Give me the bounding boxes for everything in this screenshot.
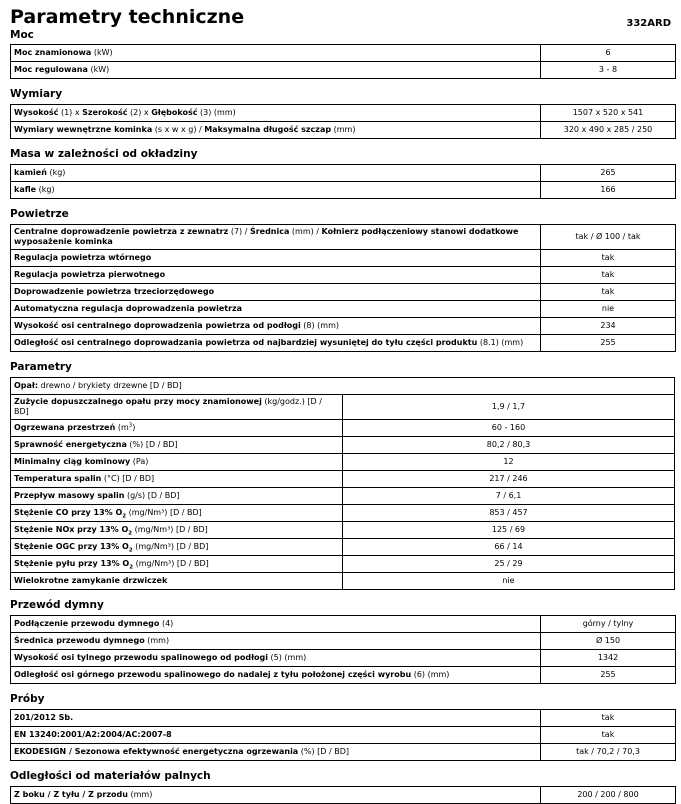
spec-value: tak [541, 267, 676, 284]
spec-value: 25 / 29 [343, 556, 675, 573]
section-title: Próby [10, 693, 45, 705]
spec-label-part: (mm) / [289, 227, 322, 236]
spec-label-part: Temperatura spalin [14, 474, 102, 483]
spec-label [11, 633, 541, 650]
spec-value: 200 / 200 / 800 [541, 787, 676, 804]
spec-label-part: (8.1) (mm) [477, 338, 524, 347]
spec-label-part: (mg/Nm³) [D / BD] [126, 508, 202, 517]
spec-row [11, 318, 676, 335]
spec-row [11, 437, 675, 454]
section-title: Masa w zależności od okładziny [10, 148, 198, 160]
spec-row [11, 267, 676, 284]
spec-label-part: Maksymalna długość szczap [204, 125, 332, 134]
spec-row [11, 250, 676, 267]
spec-label-part: Przepływ masowy spalin [14, 491, 125, 500]
spec-label-part: Minimalny ciąg kominowy [14, 457, 131, 466]
spec-label [11, 420, 343, 437]
spec-label-part: Ogrzewana przestrzeń [14, 423, 116, 432]
spec-label-part: kamień [14, 168, 47, 177]
spec-row [11, 301, 676, 318]
spec-label-part: 3 [128, 422, 133, 429]
spec-value: 12 [343, 454, 675, 471]
spec-row [11, 454, 675, 471]
spec-value: 265 [541, 165, 676, 182]
spec-row [11, 182, 676, 199]
spec-label [11, 573, 343, 590]
spec-row [11, 539, 675, 556]
spec-label-part: (4) [159, 619, 174, 628]
spec-label [11, 471, 343, 488]
spec-label-part: Szerokość [82, 108, 128, 117]
spec-label-part: (7) / [228, 227, 250, 236]
spec-label-part: Regulacja powietrza wtórnego [14, 253, 152, 262]
spec-label-part: (8) (mm) [300, 321, 340, 330]
spec-value: 1342 [541, 650, 676, 667]
spec-label-part: Głębokość [151, 108, 198, 117]
spec-value: 7 / 6,1 [343, 488, 675, 505]
section-title: Moc [10, 29, 34, 41]
spec-label [11, 650, 541, 667]
spec-label-part: (%) [D / BD] [298, 747, 349, 756]
spec-label-part: Moc znamionowa [14, 48, 92, 57]
spec-row [11, 616, 676, 633]
spec-value: 125 / 69 [343, 522, 675, 539]
spec-label-part: 2 [128, 547, 133, 554]
spec-label-part: Wysokość osi centralnego doprowadzenia powietrza od podłogi [14, 321, 301, 330]
spec-label-part: Odległość osi górnego przewodu spalinowego do nadalej z tyłu położonej części wyrobu [14, 670, 412, 679]
spec-row [11, 471, 675, 488]
spec-value: 234 [541, 318, 676, 335]
spec-row [11, 378, 675, 395]
spec-label [11, 105, 541, 122]
spec-label-part: Średnica przewodu dymnego [14, 636, 145, 645]
spec-row [11, 556, 675, 573]
spec-row [11, 225, 676, 250]
spec-value: 166 [541, 182, 676, 199]
section-title: Odległości od materiałów palnych [10, 770, 211, 782]
spec-label-part: (s x w x g) / [152, 125, 205, 134]
spec-label [11, 165, 541, 182]
spec-label-part: Odległość osi centralnego doprowadzania powietrza od najbardziej wysuniętej do tyłu części produktu [14, 338, 478, 347]
spec-label [11, 488, 343, 505]
spec-row [11, 335, 676, 352]
spec-label [11, 301, 541, 318]
spec-row [11, 505, 675, 522]
spec-label-part: kafle [14, 185, 37, 194]
spec-label-part: Podłączenie przewodu dymnego [14, 619, 160, 628]
spec-label-part: (mg/Nm³) [D / BD] [133, 559, 209, 568]
spec-label-part: (kg/godz.) [D / BD] [14, 397, 322, 416]
spec-table [10, 615, 676, 684]
spec-value: 255 [541, 667, 676, 684]
spec-label-part: (%) [D / BD] [126, 440, 178, 449]
spec-label [11, 318, 541, 335]
spec-row [11, 420, 675, 437]
spec-label-part: Wysokość [14, 108, 59, 117]
spec-value: 80,2 / 80,3 [343, 437, 675, 454]
spec-label [11, 556, 343, 573]
spec-value: nie [343, 573, 675, 590]
spec-value: 853 / 457 [343, 505, 675, 522]
spec-value: górny / tylny [541, 616, 676, 633]
spec-label [11, 267, 541, 284]
spec-label-part: (mm) [331, 125, 356, 134]
spec-table [10, 224, 676, 352]
spec-value: nie [541, 301, 676, 318]
spec-label-part: Stężenie CO przy 13% O [14, 508, 123, 517]
spec-row [11, 787, 676, 804]
spec-label-part: (kW) [91, 48, 113, 57]
section-title: Powietrze [10, 208, 69, 220]
spec-label-part: (5) (mm) [268, 653, 307, 662]
spec-label-part: Średnica [249, 227, 290, 236]
spec-label [11, 744, 541, 761]
spec-label-part: EN 13240:2001/A2:2004/AC:2007-8 [14, 730, 172, 739]
spec-label-part: Sprawność energetyczna [14, 440, 127, 449]
spec-row [11, 45, 676, 62]
spec-label-part: Wymiary wewnętrzne kominka [14, 125, 153, 134]
spec-label-part: (g/s) [D / BD] [124, 491, 180, 500]
section-title: Przewód dymny [10, 599, 104, 611]
spec-label-part: (°C) [D / BD] [101, 474, 155, 483]
spec-row [11, 727, 676, 744]
spec-label-part: Zużycie dopuszczalnego opału przy mocy znamionowej [14, 397, 262, 406]
spec-label-part: (6) (mm) [411, 670, 450, 679]
spec-sections [10, 44, 675, 804]
spec-label-part: Automatyczna regulacja doprowadzenia powietrza [14, 304, 243, 313]
spec-value: tak [541, 710, 676, 727]
spec-row [11, 744, 676, 761]
spec-label-part: Wielokrotne zamykanie drzwiczek [14, 576, 168, 585]
spec-row [11, 122, 676, 139]
page-title: Parametry techniczne [10, 6, 245, 28]
spec-table [10, 709, 676, 761]
spec-label-part: Moc regulowana [14, 65, 88, 74]
spec-value: 255 [541, 335, 676, 352]
spec-value: 3 - 8 [541, 62, 676, 79]
model-number: 332ARD [626, 18, 671, 29]
spec-label-part: 2 [128, 530, 133, 537]
spec-label-part: (2) x [127, 108, 152, 117]
spec-label [11, 284, 541, 301]
spec-label [11, 225, 541, 250]
spec-row [11, 710, 676, 727]
spec-label-part: 2 [129, 564, 134, 571]
spec-label [11, 727, 541, 744]
spec-row [11, 488, 675, 505]
spec-label [11, 182, 541, 199]
spec-label-part: Doprowadzenie powietrza trzeciorzędowego [14, 287, 215, 296]
spec-label-part: Kołnierz podłączeniowy stanowi dodatkowe wyposażenie kominka [14, 227, 519, 246]
spec-value: 1507 x 520 x 541 [541, 105, 676, 122]
spec-value: tak / 70,2 / 70,3 [541, 744, 676, 761]
spec-label [11, 378, 675, 395]
spec-label-part: Stężenie pyłu przy 13% O [14, 559, 130, 568]
spec-value: 6 [541, 45, 676, 62]
spec-row [11, 284, 676, 301]
spec-label-part: (m [115, 423, 129, 432]
spec-label-part: (mg/Nm³) [D / BD] [132, 542, 209, 551]
spec-value: 320 x 490 x 285 / 250 [541, 122, 676, 139]
section-title: Wymiary [10, 88, 63, 100]
spec-label-part: Centralne doprowadzenie powietrza z zewnatrz [14, 227, 229, 236]
spec-label-part: ) [132, 423, 136, 432]
spec-label [11, 437, 343, 454]
spec-row [11, 165, 676, 182]
spec-table [10, 104, 676, 139]
spec-label [11, 250, 541, 267]
spec-row [11, 633, 676, 650]
spec-label-part: (kg) [46, 168, 66, 177]
spec-label-part: Z boku / Z tyłu / Z przodu [14, 790, 128, 799]
spec-label [11, 505, 343, 522]
spec-label-part: Stężenie OGC przy 13% O [14, 542, 129, 551]
spec-label-part: 201/2012 Sb. [14, 713, 74, 722]
spec-label [11, 710, 541, 727]
spec-label-part: drewno / brykiety drzewne [D / BD] [38, 381, 182, 390]
spec-row [11, 105, 676, 122]
spec-value: Ø 150 [541, 633, 676, 650]
spec-label-part: (3) (mm) [197, 108, 236, 117]
spec-row [11, 62, 676, 79]
spec-label-part: (mm) [127, 790, 153, 799]
spec-label [11, 616, 541, 633]
spec-label-part: (kW) [87, 65, 110, 74]
spec-row [11, 667, 676, 684]
spec-table [10, 44, 676, 79]
spec-value: 217 / 246 [343, 471, 675, 488]
spec-value: 60 - 160 [343, 420, 675, 437]
spec-table [10, 164, 676, 199]
spec-label-part: (kg) [36, 185, 55, 194]
spec-label-part: (1) x [58, 108, 83, 117]
spec-label-part: (mg/Nm³) [D / BD] [132, 525, 208, 534]
spec-value: tak [541, 727, 676, 744]
spec-label [11, 45, 541, 62]
spec-label [11, 522, 343, 539]
spec-row [11, 573, 675, 590]
header [10, 0, 675, 40]
spec-label [11, 395, 343, 420]
spec-value: tak [541, 250, 676, 267]
spec-label [11, 62, 541, 79]
spec-label-part: (mm) [144, 636, 170, 645]
spec-label-part: (Pa) [130, 457, 149, 466]
spec-value: 1,9 / 1,7 [343, 395, 675, 420]
spec-label-part: 2 [122, 513, 127, 520]
spec-label-part: Regulacja powietrza pierwotnego [14, 270, 166, 279]
spec-row [11, 395, 675, 420]
spec-label [11, 539, 343, 556]
spec-row [11, 522, 675, 539]
spec-value: tak / Ø 100 / tak [541, 225, 676, 250]
spec-label [11, 787, 541, 804]
spec-table [10, 786, 676, 804]
spec-table [10, 377, 675, 590]
spec-row [11, 650, 676, 667]
spec-label-part: EKODESIGN / Sezonowa efektywność energetyczna ogrzewania [14, 747, 299, 756]
spec-label [11, 335, 541, 352]
spec-label-part: Wysokość osi tylnego przewodu spalinowego od podłogi [14, 653, 269, 662]
spec-label-part: Stężenie NOx przy 13% O [14, 525, 129, 534]
spec-value: 66 / 14 [343, 539, 675, 556]
spec-value: tak [541, 284, 676, 301]
spec-label [11, 667, 541, 684]
spec-label [11, 454, 343, 471]
spec-label-part: Opał: [14, 381, 39, 390]
section-title: Parametry [10, 361, 72, 373]
spec-label [11, 122, 541, 139]
